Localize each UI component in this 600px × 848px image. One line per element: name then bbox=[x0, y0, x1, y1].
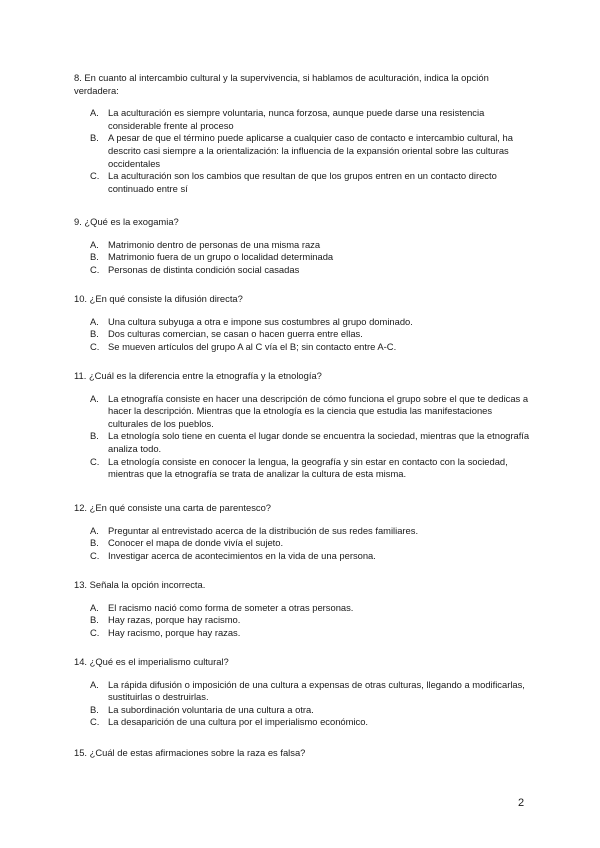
question-text: 8. En cuanto al intercambio cultural y la supervivencia, si hablamos de aculturación, indica la opción verdadera: bbox=[74, 72, 489, 96]
option-text: La aculturación es siempre voluntaria, nunca forzosa, aunque puede darse una resistencia considerable frente al proceso bbox=[108, 107, 485, 131]
option-a bbox=[74, 393, 534, 431]
question-11 bbox=[74, 370, 534, 481]
question-text: 13. Señala la opción incorrecta. bbox=[74, 579, 206, 590]
question-13 bbox=[74, 579, 534, 639]
question-text: 15. ¿Cuál de estas afirmaciones sobre la raza es falsa? bbox=[74, 747, 306, 758]
options-list bbox=[74, 239, 534, 277]
option-text: La aculturación son los cambios que resultan de que los grupos entren en un contacto directo continuado entre sí bbox=[108, 170, 497, 194]
option-c bbox=[74, 456, 534, 481]
option-letter: C. bbox=[90, 455, 100, 467]
option-b bbox=[74, 132, 534, 170]
option-letter: C. bbox=[90, 263, 100, 275]
option-letter: C. bbox=[90, 626, 100, 638]
option-text: Hay razas, porque hay racismo. bbox=[108, 614, 241, 626]
options-list bbox=[74, 316, 534, 354]
option-text: Matrimonio fuera de un grupo o localidad determinada bbox=[108, 251, 334, 263]
option-text: La etnología consiste en conocer la lengua, la geografía y sin estar en contacto con la sociedad, mientras que la etnografía se trata de analizar la cultura de esta misma. bbox=[108, 455, 508, 480]
option-a bbox=[74, 239, 534, 252]
option-text: Investigar acerca de acontecimientos en la vida de una persona. bbox=[108, 549, 376, 561]
question-9 bbox=[74, 216, 534, 276]
options-list bbox=[74, 602, 534, 640]
option-text: El racismo nació como forma de someter a otras personas. bbox=[108, 601, 354, 613]
question-12 bbox=[74, 502, 534, 562]
option-text: La etnografía consiste en hacer una descripción de cómo funciona el grupo sobre el que te dedicas a hacer la descripción. Mientras que la etnología es la ciencia que estudia las manifestaciones culturales de los pueblos. bbox=[108, 392, 529, 429]
option-a bbox=[74, 107, 534, 132]
option-text: Una cultura subyuga a otra e impone sus costumbres al grupo dominado. bbox=[108, 315, 413, 327]
options-list bbox=[74, 679, 534, 729]
option-b bbox=[74, 537, 534, 550]
option-letter: B. bbox=[90, 430, 99, 442]
option-letter: C. bbox=[90, 549, 100, 561]
option-c bbox=[74, 627, 534, 640]
option-letter: A. bbox=[90, 524, 99, 536]
option-letter: B. bbox=[90, 703, 99, 715]
question-10 bbox=[74, 293, 534, 353]
option-text: La subordinación voluntaria de una cultura a otra. bbox=[108, 703, 314, 715]
option-text: La rápida difusión o imposición de una cultura a expensas de otras culturas, llegando a modificarlas, sustituirlas o destruirlas. bbox=[108, 678, 525, 703]
option-c bbox=[74, 550, 534, 563]
option-letter: A. bbox=[90, 315, 99, 327]
option-b bbox=[74, 430, 534, 455]
option-c bbox=[74, 716, 534, 729]
option-text: Conocer el mapa de donde vivía el sujeto. bbox=[108, 537, 284, 549]
option-letter: A. bbox=[90, 392, 99, 404]
option-text: Hay racismo, porque hay razas. bbox=[108, 626, 241, 638]
question-8 bbox=[74, 72, 534, 195]
options-list bbox=[74, 107, 534, 195]
option-letter: B. bbox=[90, 132, 99, 144]
options-list bbox=[74, 525, 534, 563]
option-a bbox=[74, 679, 534, 704]
option-letter: A. bbox=[90, 107, 99, 119]
option-text: Se mueven artículos del grupo A al C vía el B; sin contacto entre A-C. bbox=[108, 340, 397, 352]
option-letter: B. bbox=[90, 251, 99, 263]
option-letter: A. bbox=[90, 678, 99, 690]
options-list bbox=[74, 393, 534, 481]
option-a bbox=[74, 602, 534, 615]
option-text: A pesar de que el término puede aplicarse a cualquier caso de contacto e intercambio cultural, ha descrito casi siempre a la orientalización: la influencia de la expansión oriental sobre las culturas occidentales bbox=[108, 132, 513, 169]
question-text: 12. ¿En qué consiste una carta de parentesco? bbox=[74, 502, 272, 513]
option-b bbox=[74, 614, 534, 627]
option-text: La desaparición de una cultura por el imperialismo económico. bbox=[108, 716, 369, 728]
option-letter: B. bbox=[90, 537, 99, 549]
question-text: 10. ¿En qué consiste la difusión directa? bbox=[74, 293, 243, 304]
option-c bbox=[74, 170, 534, 195]
option-letter: A. bbox=[90, 238, 99, 250]
question-15 bbox=[74, 747, 534, 760]
option-c bbox=[74, 341, 534, 354]
option-c bbox=[74, 264, 534, 277]
question-text: 11. ¿Cuál es la diferencia entre la etnografía y la etnología? bbox=[74, 370, 322, 381]
option-letter: B. bbox=[90, 328, 99, 340]
option-b bbox=[74, 251, 534, 264]
option-text: La etnología solo tiene en cuenta el lugar donde se encuentra la sociedad, mientras que la etnografía analiza todo. bbox=[108, 430, 530, 454]
option-text: Personas de distinta condición social casadas bbox=[108, 263, 300, 275]
option-letter: C. bbox=[90, 170, 100, 182]
page-number: 2 bbox=[518, 797, 525, 809]
option-letter: A. bbox=[90, 601, 99, 613]
option-text: Preguntar al entrevistado acerca de la distribución de sus redes familiares. bbox=[108, 524, 419, 536]
option-letter: C. bbox=[90, 716, 100, 728]
option-b bbox=[74, 704, 534, 717]
option-text: Matrimonio dentro de personas de una misma raza bbox=[108, 238, 321, 250]
option-a bbox=[74, 525, 534, 538]
option-letter: C. bbox=[90, 340, 100, 352]
option-letter: B. bbox=[90, 614, 99, 626]
question-14 bbox=[74, 656, 534, 729]
option-a bbox=[74, 316, 534, 329]
option-b bbox=[74, 328, 534, 341]
option-text: Dos culturas comercian, se casan o hacen guerra entre ellas. bbox=[108, 328, 363, 340]
question-text: 9. ¿Qué es la exogamia? bbox=[74, 216, 179, 227]
question-text: 14. ¿Qué es el imperialismo cultural? bbox=[74, 656, 229, 667]
